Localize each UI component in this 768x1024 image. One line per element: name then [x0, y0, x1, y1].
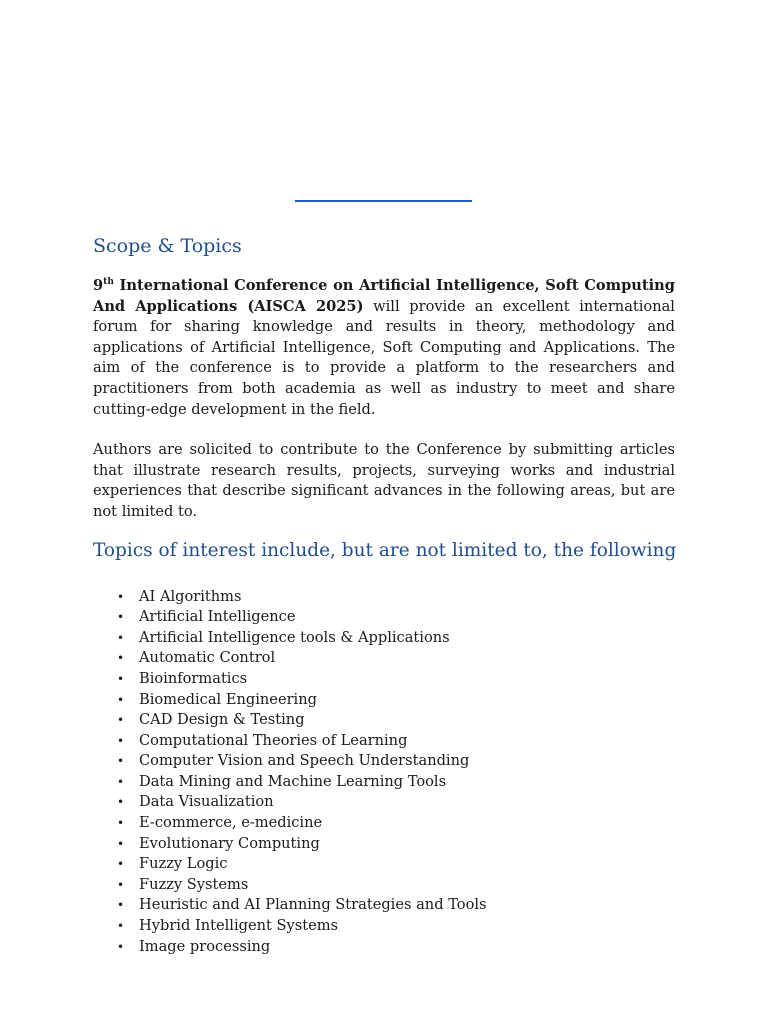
bullet-icon: • — [117, 857, 125, 872]
list-item — [93, 916, 675, 937]
topic-label: Data Visualization — [139, 793, 274, 811]
topic-label: Artificial Intelligence — [139, 608, 296, 626]
topic-label: Evolutionary Computing — [139, 834, 320, 852]
bullet-icon: • — [117, 610, 125, 625]
topic-label: Computational Theories of Learning — [139, 731, 408, 749]
topic-label: E-commerce, e-medicine — [139, 814, 323, 832]
topic-label: Automatic Control — [139, 649, 276, 667]
list-item — [93, 587, 675, 608]
topic-label: Heuristic and AI Planning Strategies and Tools — [139, 896, 487, 914]
bullet-icon: • — [117, 589, 125, 604]
list-item — [93, 710, 675, 731]
authors-paragraph: Authors are solicited to contribute to the Conference by submitting articles that illustrate research results, projects, surveying works and industrial experiences that describe significant advances in the following areas, but are not limited to. — [93, 441, 675, 520]
bullet-icon: • — [117, 836, 125, 851]
edition-number: 9 — [93, 277, 104, 294]
list-item — [93, 648, 675, 669]
topic-label: Computer Vision and Speech Understanding — [139, 752, 470, 770]
content-area — [93, 232, 675, 957]
list-item — [93, 937, 675, 958]
topics-list — [93, 587, 675, 958]
conference-name: International Conference on Artificial Intelligence, Soft Computing And Applications (AISCA 2025) — [93, 277, 675, 315]
topic-label: AI Algorithms — [139, 587, 242, 605]
bullet-icon: • — [117, 630, 125, 645]
bullet-icon: • — [117, 898, 125, 913]
bullet-icon: • — [117, 877, 125, 892]
list-item — [93, 751, 675, 772]
bullet-icon: • — [117, 816, 125, 831]
topic-label: CAD Design & Testing — [139, 711, 305, 729]
list-item — [93, 628, 675, 649]
bullet-icon: • — [117, 774, 125, 789]
bullet-icon: • — [117, 939, 125, 954]
list-item — [93, 875, 675, 896]
topic-label: Fuzzy Logic — [139, 855, 228, 873]
intro-text: will provide an excellent international forum for sharing knowledge and results in theory, methodology and applications of Artificial Intelligence, Soft Computing and Applications. The aim of the conference is to provide a platform to the researchers and practitioners from both academia as well as industry to meet and share cutting-edge development in the field. — [93, 297, 675, 418]
topic-label: Artificial Intelligence tools & Applications — [139, 628, 450, 646]
topic-label: Fuzzy Systems — [139, 875, 249, 893]
list-item — [93, 607, 675, 628]
topic-label: Image processing — [139, 937, 271, 955]
list-item — [93, 813, 675, 834]
list-item — [93, 669, 675, 690]
intro-paragraph — [93, 276, 675, 420]
bullet-icon: • — [117, 754, 125, 769]
list-item — [93, 792, 675, 813]
bullet-icon: • — [117, 713, 125, 728]
topics-heading: Topics of interest include, but are not limited to, the following — [93, 539, 677, 561]
list-item — [93, 834, 675, 855]
list-item — [93, 772, 675, 793]
bullet-icon: • — [117, 795, 125, 810]
bullet-icon: • — [117, 919, 125, 934]
topic-label: Data Mining and Machine Learning Tools — [139, 772, 447, 790]
scope-heading: Scope & Topics — [93, 235, 242, 257]
list-item — [93, 690, 675, 711]
bullet-icon: • — [117, 671, 125, 686]
list-item — [93, 895, 675, 916]
bullet-icon: • — [117, 733, 125, 748]
edition-suffix: th — [103, 277, 114, 288]
header-divider — [295, 200, 472, 202]
list-item — [93, 854, 675, 875]
bullet-icon: • — [117, 692, 125, 707]
topic-label: Biomedical Engineering — [139, 690, 317, 708]
topic-label: Hybrid Intelligent Systems — [139, 917, 339, 935]
list-item — [93, 731, 675, 752]
bullet-icon: • — [117, 651, 125, 666]
topic-label: Bioinformatics — [139, 669, 248, 687]
